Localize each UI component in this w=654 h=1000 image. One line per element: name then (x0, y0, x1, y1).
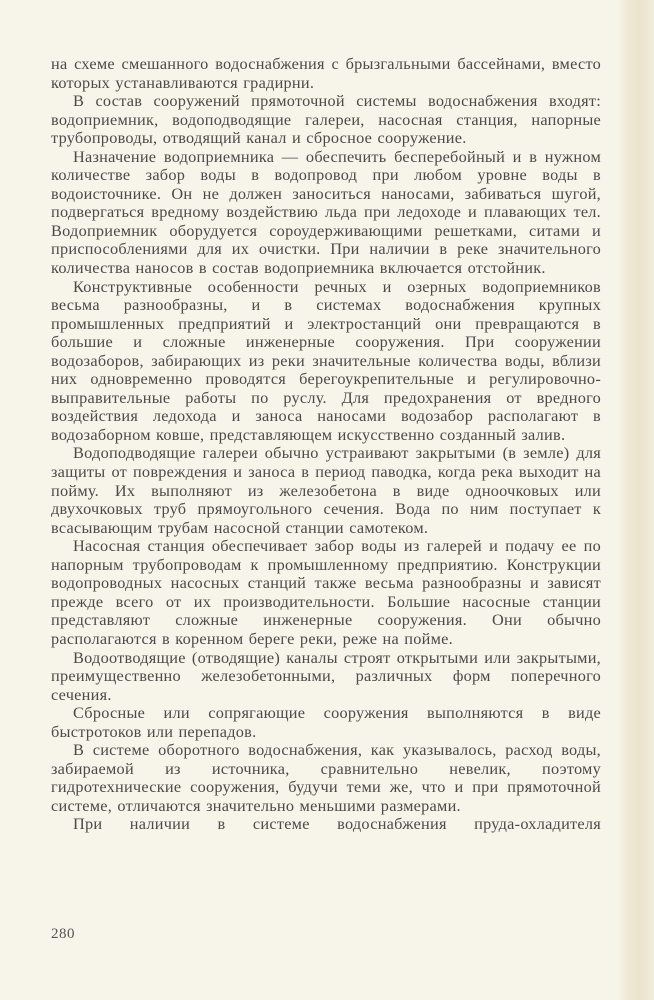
paragraph: В системе оборотного водоснабжения, как указывалось, расход воды, забираемой из источника, сравнительно невелик, поэтому гидротехнические сооружения, будучи теми же, что и при прямоточной системе, отличаются значительно меньшими размерами. (51, 740, 601, 815)
paragraph: Сбросные или сопрягающие сооружения выполняются в виде быстротоков или перепадов. (51, 703, 601, 741)
paragraph: При наличии в системе водоснабжения пруда-охладителя (73, 814, 601, 834)
paragraph: Водоотводящие (отводящие) каналы строят открытыми или закрытыми, преимущественно железобетонными, различных форм поперечного сечения. (51, 647, 601, 704)
paragraph: Конструктивные особенности речных и озерных водоприемников весьма разнообразны, и в системах водоснабжения крупных промышленных предприятий и электростанций они превращаются в большие и сложные инженерные сооружения. При сооружении водозаборов, забирающих из реки значительные количества воды, вблизи них одновременно проводятся берегоукрепительные и регулировочно-выправительные работы по руслу. Для предохранения от вредного воздействия ледохода и заноса наносами водозабор располагают в водозаборном ковше, представляющем искусственно созданный залив. (51, 276, 601, 444)
paragraph-continued: на схеме смешанного водоснабжения с брызгальными бассейнами, вместо которых устанавливаются градирни. (51, 54, 601, 92)
paragraph: В состав сооружений прямоточной системы водоснабжения входят: водоприемник, водоподводящие галереи, насосная станция, напорные трубопроводы, отводящий канал и сбросное сооружение. (51, 91, 601, 148)
paragraph: Водоподводящие галереи обычно устраивают закрытыми (в земле) для защиты от повреждения и заноса в период паводка, когда река выходит на пойму. Их выполняют из железобетона в виде одноочковых или двухочковых труб прямоугольного сечения. Вода по ним поступает к всасывающим трубам насосной станции самотеком. (51, 443, 601, 537)
page-body (51, 55, 601, 834)
page-edge-shadow (618, 0, 654, 1000)
page-number: 280 (51, 926, 75, 942)
paragraph: Насосная станция обеспечивает забор воды из галерей и подачу ее по напорным трубопроводам к промышленному предприятию. Конструкции водопроводных насосных станций также весьма разнообразны и зависят прежде всего от их производительности. Большие насосные станции представляют сложные инженерные сооружения. Они обычно располагаются в коренном береге реки, реже на пойме. (51, 536, 601, 648)
paragraph: Назначение водоприемника — обеспечить бесперебойный и в нужном количестве забор воды в водопровод при любом уровне воды в водоисточнике. Он не должен заноситься наносами, забиваться шугой, подвергаться вредному воздействию льда при ледоходе и плавающих тел. Водоприемник оборудуется сороудерживающими решетками, ситами и приспособлениями для их очистки. При наличии в реке значительного количества наносов в состав водоприемника включается отстойник. (51, 146, 601, 278)
